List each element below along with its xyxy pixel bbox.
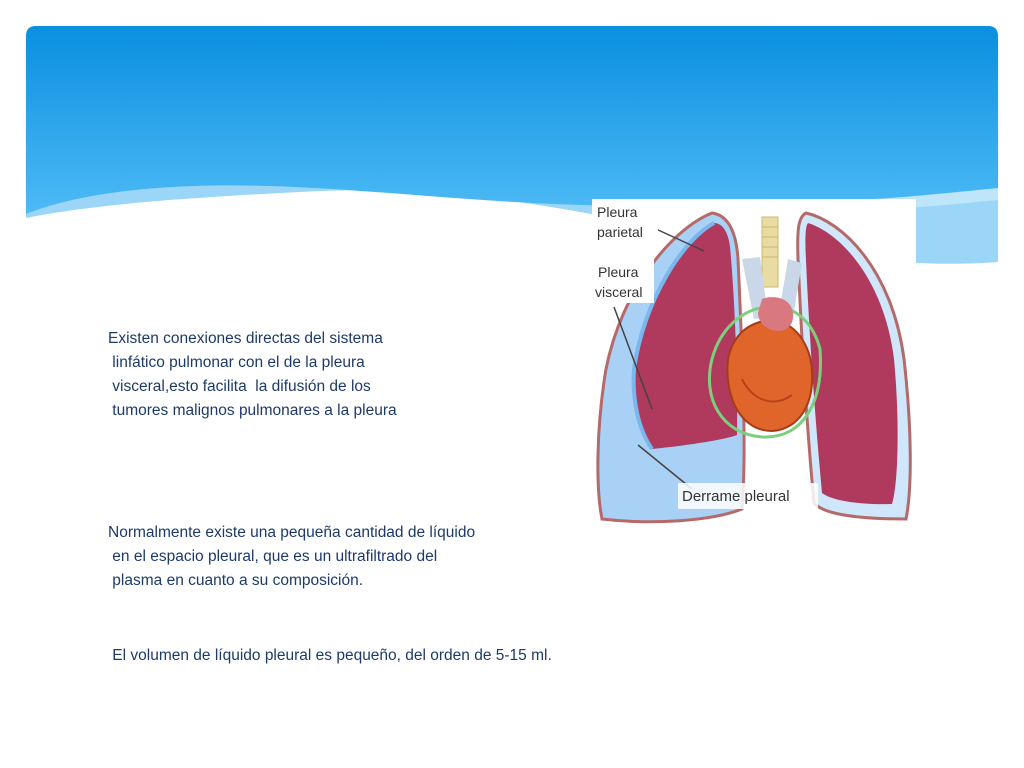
paragraph-volumen-liquido — [108, 644, 552, 668]
paragraph-line: plasma en cuanto a su composición. — [108, 572, 364, 589]
paragraph-liquido-pleural — [108, 521, 475, 593]
paragraph-line: Existen conexiones directas del sistema — [108, 330, 383, 347]
label-pleura-parietal-line2: parietal — [597, 224, 643, 240]
label-pleura-visceral-line2: visceral — [595, 284, 643, 300]
paragraph-line: tumores malignos pulmonares a la pleura — [108, 402, 397, 419]
paragraph-line: El volumen de líquido pleural es pequeño, del orden de 5-15 ml. — [108, 647, 552, 664]
lungs-heart-illustration — [592, 199, 916, 539]
paragraph-line: en el espacio pleural, que es un ultrafiltrado del — [108, 548, 438, 565]
label-pleura-parietal-line1: Pleura — [597, 204, 638, 220]
label-derrame-pleural: Derrame pleural — [682, 488, 790, 505]
pleural-effusion-diagram — [592, 199, 916, 539]
paragraph-conexiones-linfaticas — [108, 327, 397, 423]
paragraph-line: Normalmente existe una pequeña cantidad de líquido — [108, 524, 476, 541]
paragraph-line: visceral,esto facilita la difusión de los — [108, 378, 371, 395]
label-pleura-visceral-line1: Pleura — [598, 264, 639, 280]
paragraph-line: linfático pulmonar con el de la pleura — [108, 354, 365, 371]
